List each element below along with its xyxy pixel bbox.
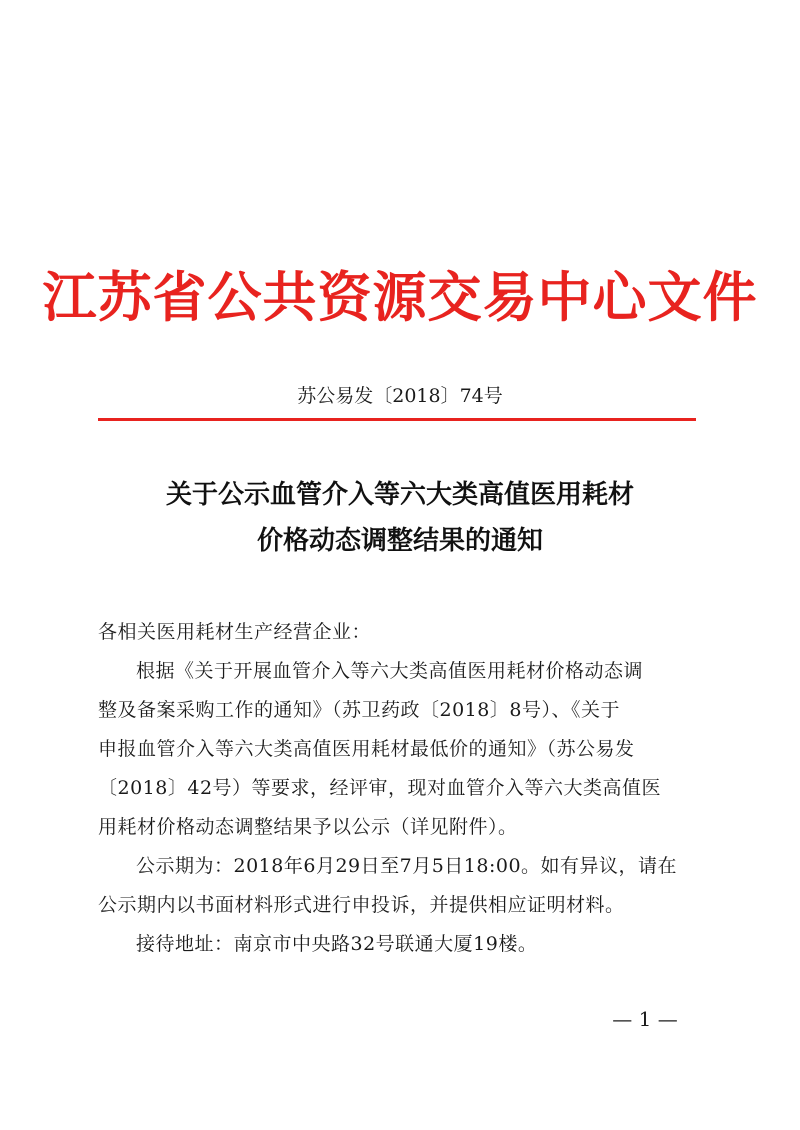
notice-title-line-2: 价格动态调整结果的通知 <box>256 526 543 556</box>
body-line: 根据《关于开展血管介入等六大类高值医用耗材价格动态调 <box>136 660 644 682</box>
body-line: 申报血管介入等六大类高值医用耗材最低价的通知》（苏公易发 <box>98 738 635 760</box>
red-separator-line <box>98 418 696 421</box>
notice-title-line-1: 关于公示血管介入等六大类高值医用耗材 <box>165 480 634 510</box>
body-line: 用耗材价格动态调整结果予以公示（详见附件）。 <box>98 816 518 838</box>
document-number: 苏公易发〔2018〕74号 <box>297 385 503 407</box>
body-line: 整及备案采购工作的通知》（苏卫药政〔2018〕8号）、《关于 <box>98 699 620 721</box>
body-line: 公示期为：2018年6月29日至7月5日18:00。如有异议，请在 <box>136 855 678 877</box>
issuing-organization-header: 江苏省公共资源交易中心文件 <box>42 265 758 329</box>
body-line: 公示期内以书面材料形式进行申投诉，并提供相应证明材料。 <box>98 894 625 916</box>
body-line: 〔2018〕42号）等要求，经评审，现对血管介入等六大类高值医 <box>98 777 662 799</box>
salutation: 各相关医用耗材生产经营企业： <box>98 621 372 643</box>
page-number: — 1 — <box>612 1007 678 1031</box>
body-line: 接待地址：南京市中央路32号联通大厦19楼。 <box>136 933 538 955</box>
